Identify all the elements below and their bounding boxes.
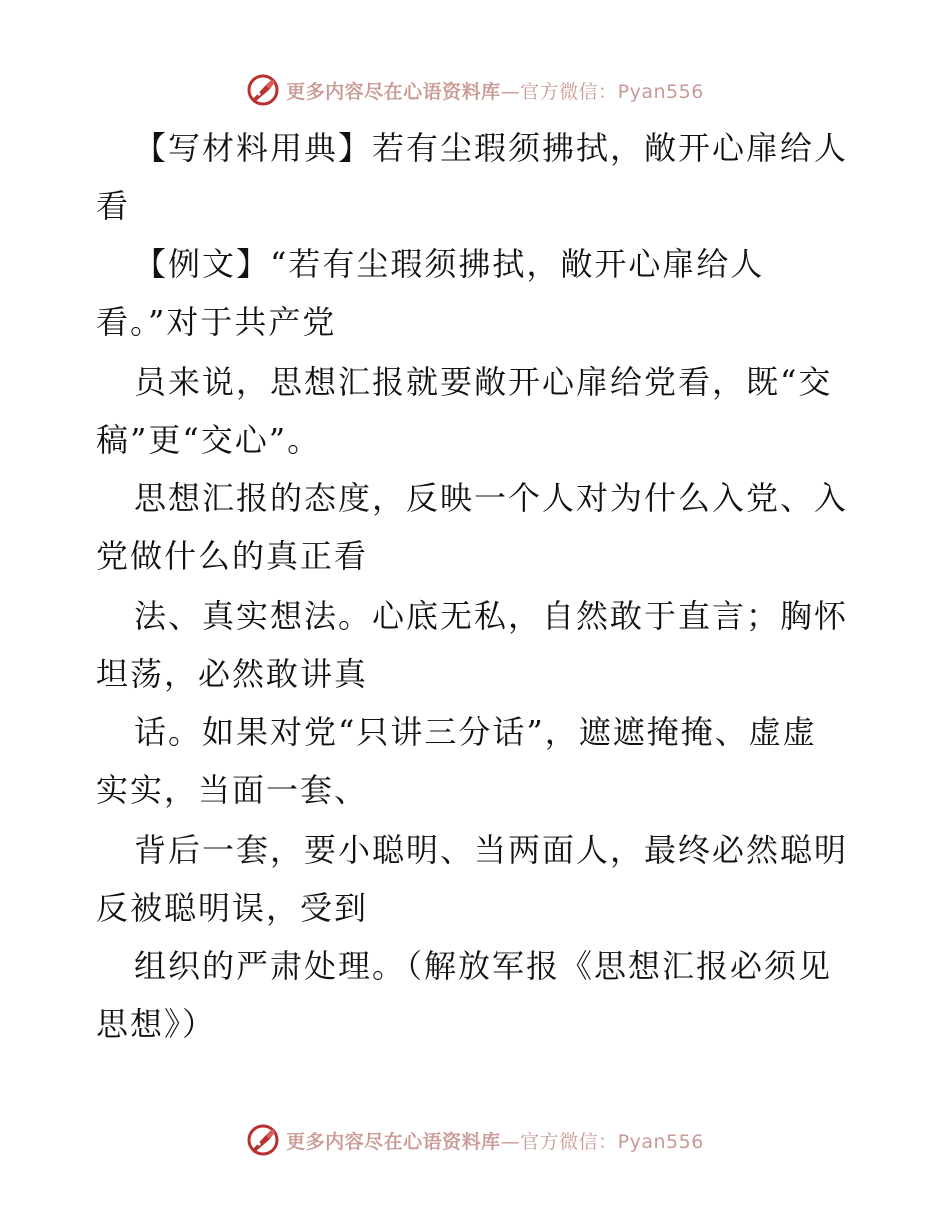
header-banner — [0, 70, 950, 110]
body-line: 看。”对于共产党 — [96, 303, 337, 341]
header-brand: 更多内容尽在心语资料库 — [286, 80, 501, 103]
body-line: 组织的严肃处理。（解放军报《思想汇报必须见 — [134, 947, 833, 985]
body-line: 【例文】“若有尘瑕须拂拭，敞开心扉给人 — [134, 245, 765, 283]
footer-banner-text — [286, 1127, 704, 1154]
header-banner-text — [286, 77, 704, 104]
body-line: 反被聪明误，受到 — [96, 889, 369, 927]
body-line: 稿”更“交心”。 — [96, 421, 322, 459]
body-line: 实实，当面一套、 — [96, 771, 369, 809]
body-line: 坦荡，必然敢讲真 — [96, 655, 369, 693]
footer-contact: 官方微信：Pyan556 — [520, 1130, 704, 1153]
body-line: 思想》） — [96, 1005, 217, 1043]
body-line: 【写材料用典】若有尘瑕须拂拭，敞开心扉给人 — [134, 129, 849, 167]
body-line: 看 — [96, 187, 131, 225]
header-contact: 官方微信：Pyan556 — [520, 80, 704, 103]
pen-nib-seal-icon — [246, 1123, 280, 1157]
footer-brand: 更多内容尽在心语资料库 — [286, 1130, 501, 1153]
footer-banner — [0, 1120, 950, 1160]
body-line: 话。如果对党“只讲三分话”，遮遮掩掩、虚虚 — [134, 713, 817, 751]
body-line: 思想汇报的态度，反映一个人对为什么入党、入 — [134, 479, 849, 517]
header-separator: — — [500, 80, 521, 103]
pen-nib-seal-icon — [246, 73, 280, 107]
body-line: 背后一套，要小聪明、当两面人，最终必然聪明 — [134, 831, 849, 869]
body-line: 员来说，思想汇报就要敞开心扉给党看，既“交 — [134, 363, 833, 401]
body-line: 法、真实想法。心底无私，自然敢于直言；胸怀 — [134, 597, 849, 635]
body-line: 党做什么的真正看 — [96, 537, 369, 575]
footer-separator: — — [500, 1130, 521, 1153]
